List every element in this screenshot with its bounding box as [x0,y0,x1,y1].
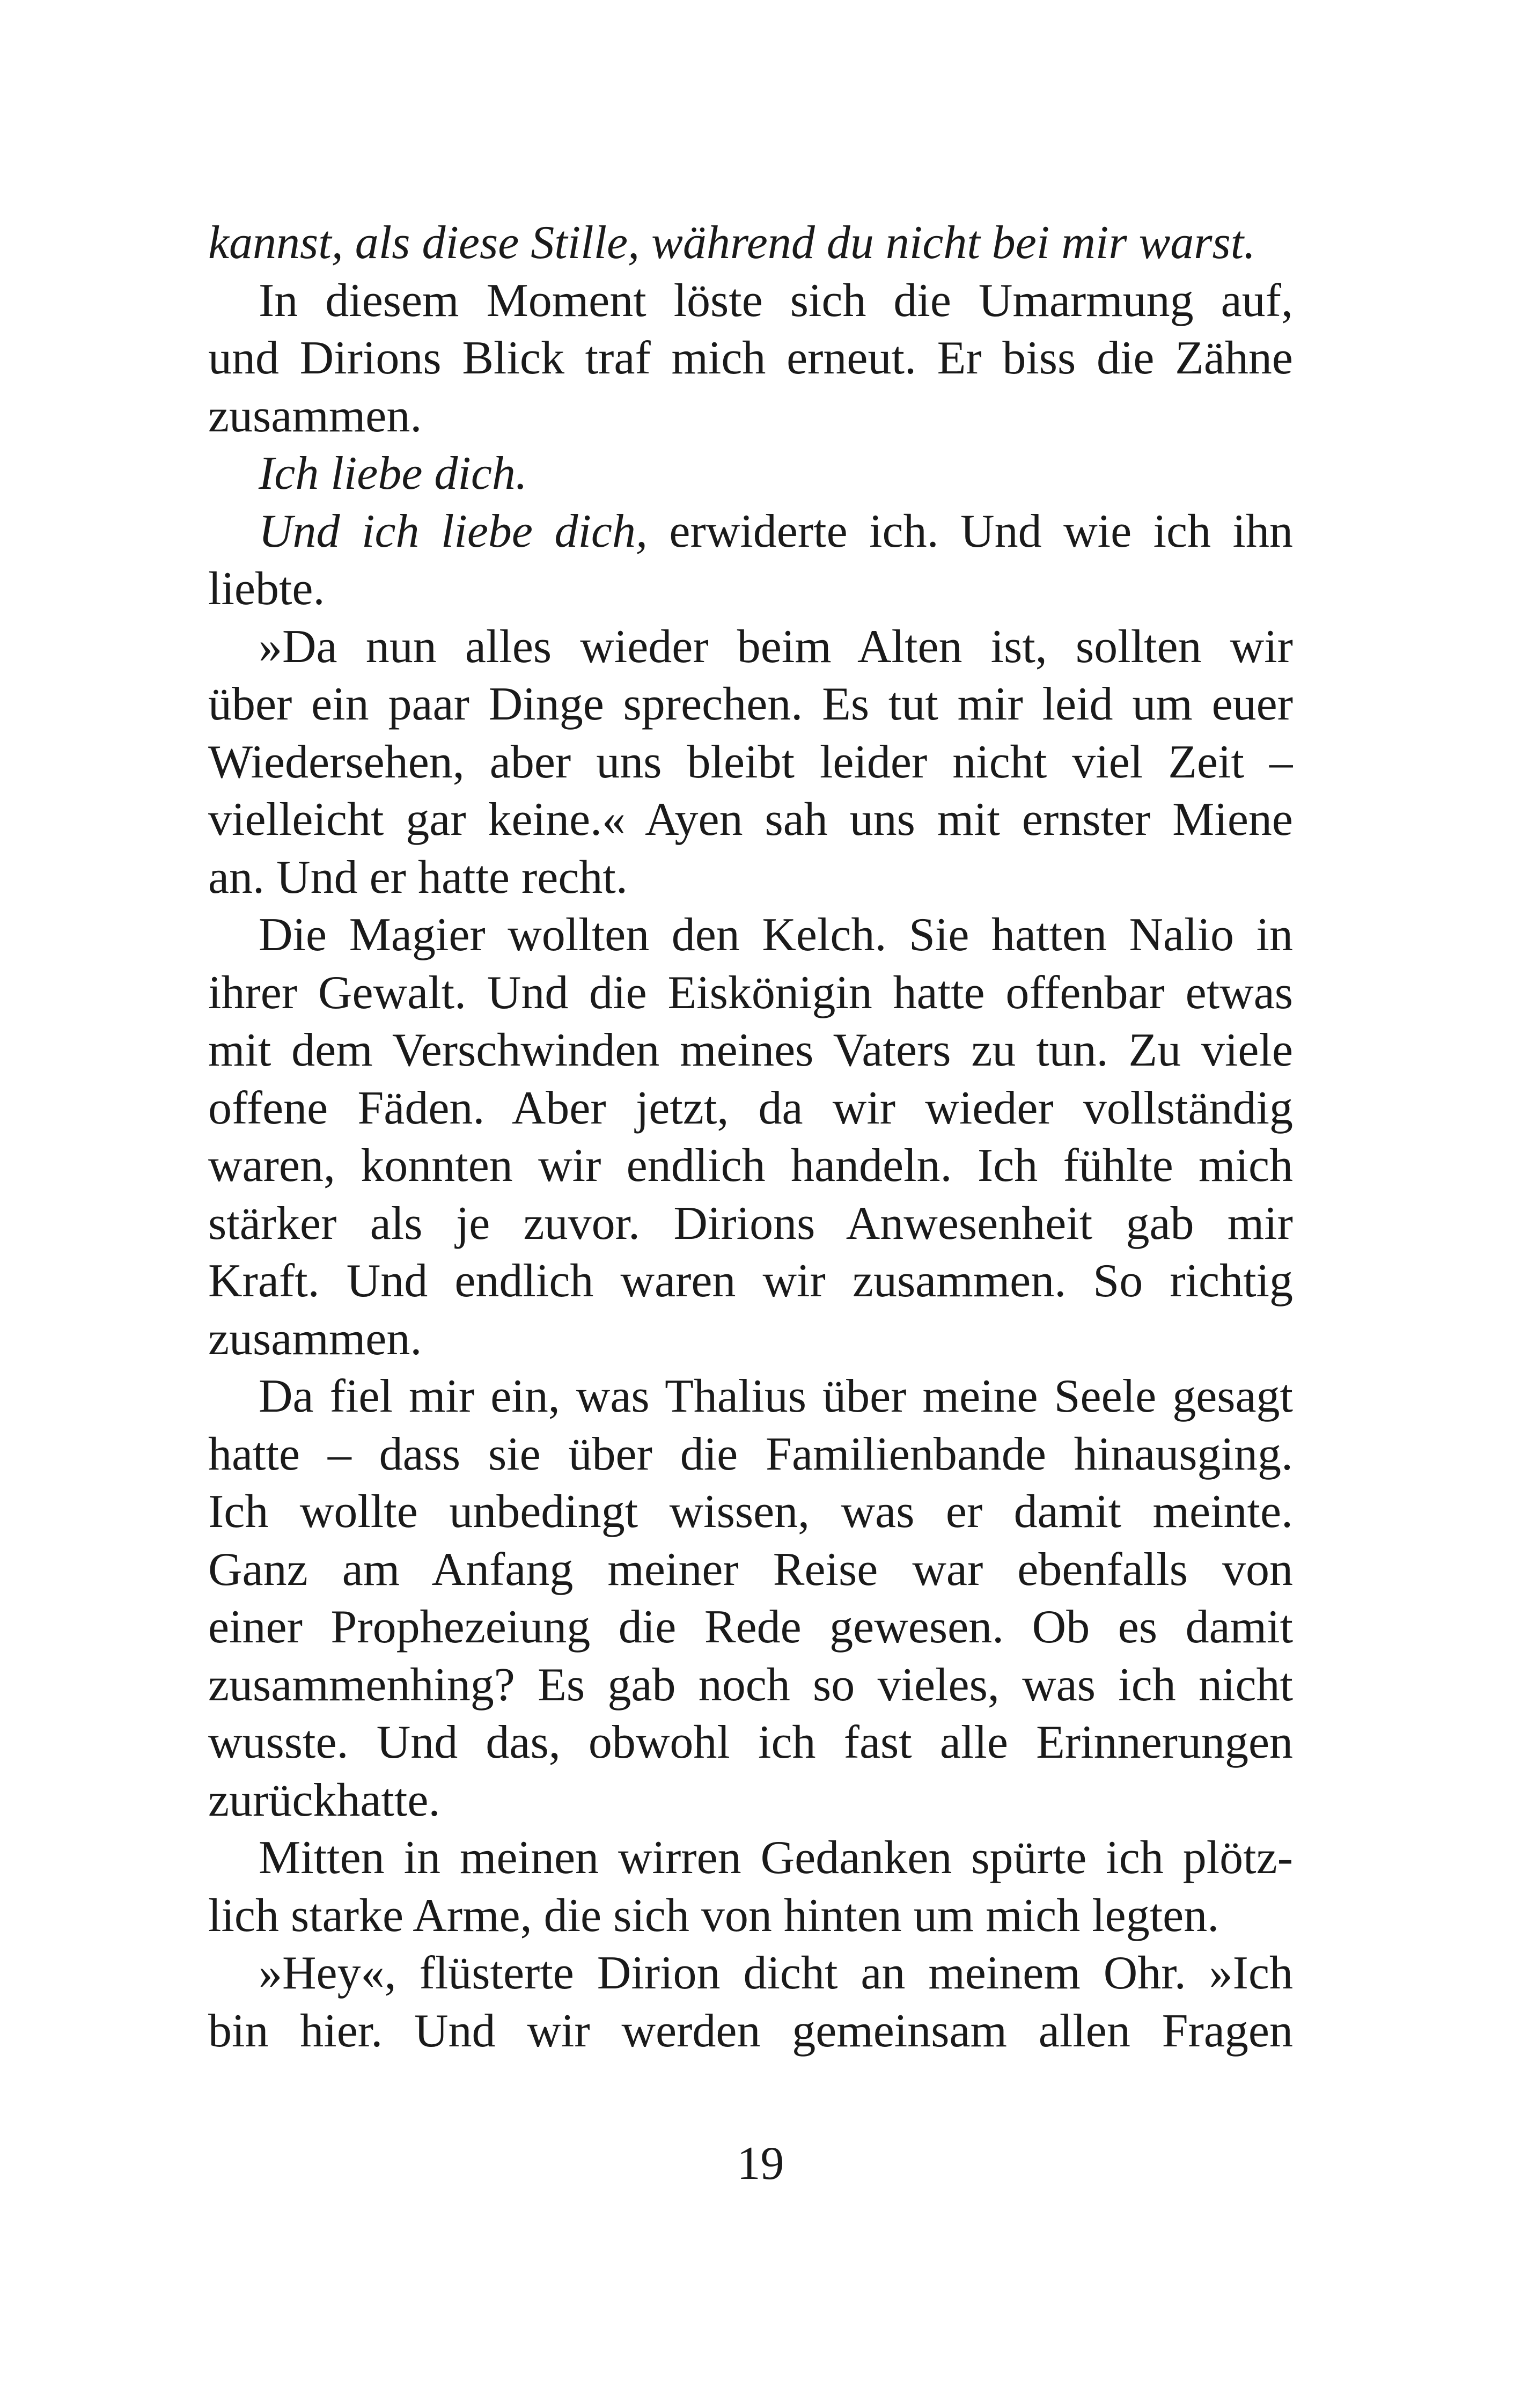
text-line: zusammenhing? Es gab noch so vieles, was ich nicht [208,1658,1293,1711]
text-line [208,502,1293,561]
text-line: liebte. [208,563,325,615]
text-span: erwiderte ich. Und wie ich ihn [647,505,1293,557]
text-line: In diesem Moment löste sich die Umarmung auf, [259,274,1293,327]
text-line: mit dem Verschwinden meines Vaters zu tun. Zu viele [208,1024,1293,1076]
text-line: einer Prophezeiung die Rede gewesen. Ob es damit [208,1601,1293,1653]
text-line: Da fiel mir ein, was Thalius über meine Seele gesagt [259,1370,1293,1422]
page-number: 19 [737,2138,784,2190]
text-line: kannst, als diese Stille, während du nicht bei mir warst. [208,217,1256,269]
italic-span: Und ich liebe dich, [259,505,648,557]
text-line: waren, konnten wir endlich handeln. Ich fühlte mich [208,1140,1293,1192]
text-line: Mitten in meinen wirren Gedanken spürte ich plötz- [259,1832,1293,1884]
text-line: bin hier. Und wir werden gemeinsam allen Fragen [208,2005,1293,2057]
text-line: zurückhatte. [208,1774,440,1826]
text-line: und Dirions Blick traf mich erneut. Er biss die Zähne [208,332,1293,384]
text-line: Kraft. Und endlich waren wir zusammen. So richtig [208,1255,1293,1307]
text-line: über ein paar Dinge sprechen. Es tut mir leid um euer [208,678,1293,730]
text-line: an. Und er hatte recht. [208,851,628,904]
text-line: stärker als je zuvor. Dirions Anwesenheit gab mir [208,1197,1293,1250]
text-line: Ich wollte unbedingt wissen, was er damit meinte. [208,1486,1293,1538]
text-line: zusammen. [208,1312,422,1365]
text-line: Ich liebe dich. [259,447,527,500]
text-line: vielleicht gar keine.« Ayen sah uns mit ernster Miene [208,794,1293,846]
text-line: Die Magier wollten den Kelch. Sie hatten Nalio in [259,909,1293,961]
text-line: Wiedersehen, aber uns bleibt leider nicht viel Zeit – [208,736,1293,788]
text-line: hatte – dass sie über die Familienbande hinausging. [208,1428,1293,1480]
text-line: »Da nun alles wieder beim Alten ist, sollten wir [259,620,1293,673]
text-line: zusammen. [208,390,422,442]
text-line: lich starke Arme, die sich von hinten um mich legten. [208,1889,1219,1942]
text-line: Ganz am Anfang meiner Reise war ebenfalls von [208,1543,1293,1596]
text-line: wusste. Und das, obwohl ich fast alle Erinnerungen [208,1716,1293,1768]
text-line: ihrer Gewalt. Und die Eiskönigin hatte offenbar etwas [208,966,1293,1019]
text-line: offene Fäden. Aber jetzt, da wir wieder vollständig [208,1082,1293,1134]
text-line: »Hey«, flüsterte Dirion dicht an meinem Ohr. »Ich [259,1947,1293,1999]
